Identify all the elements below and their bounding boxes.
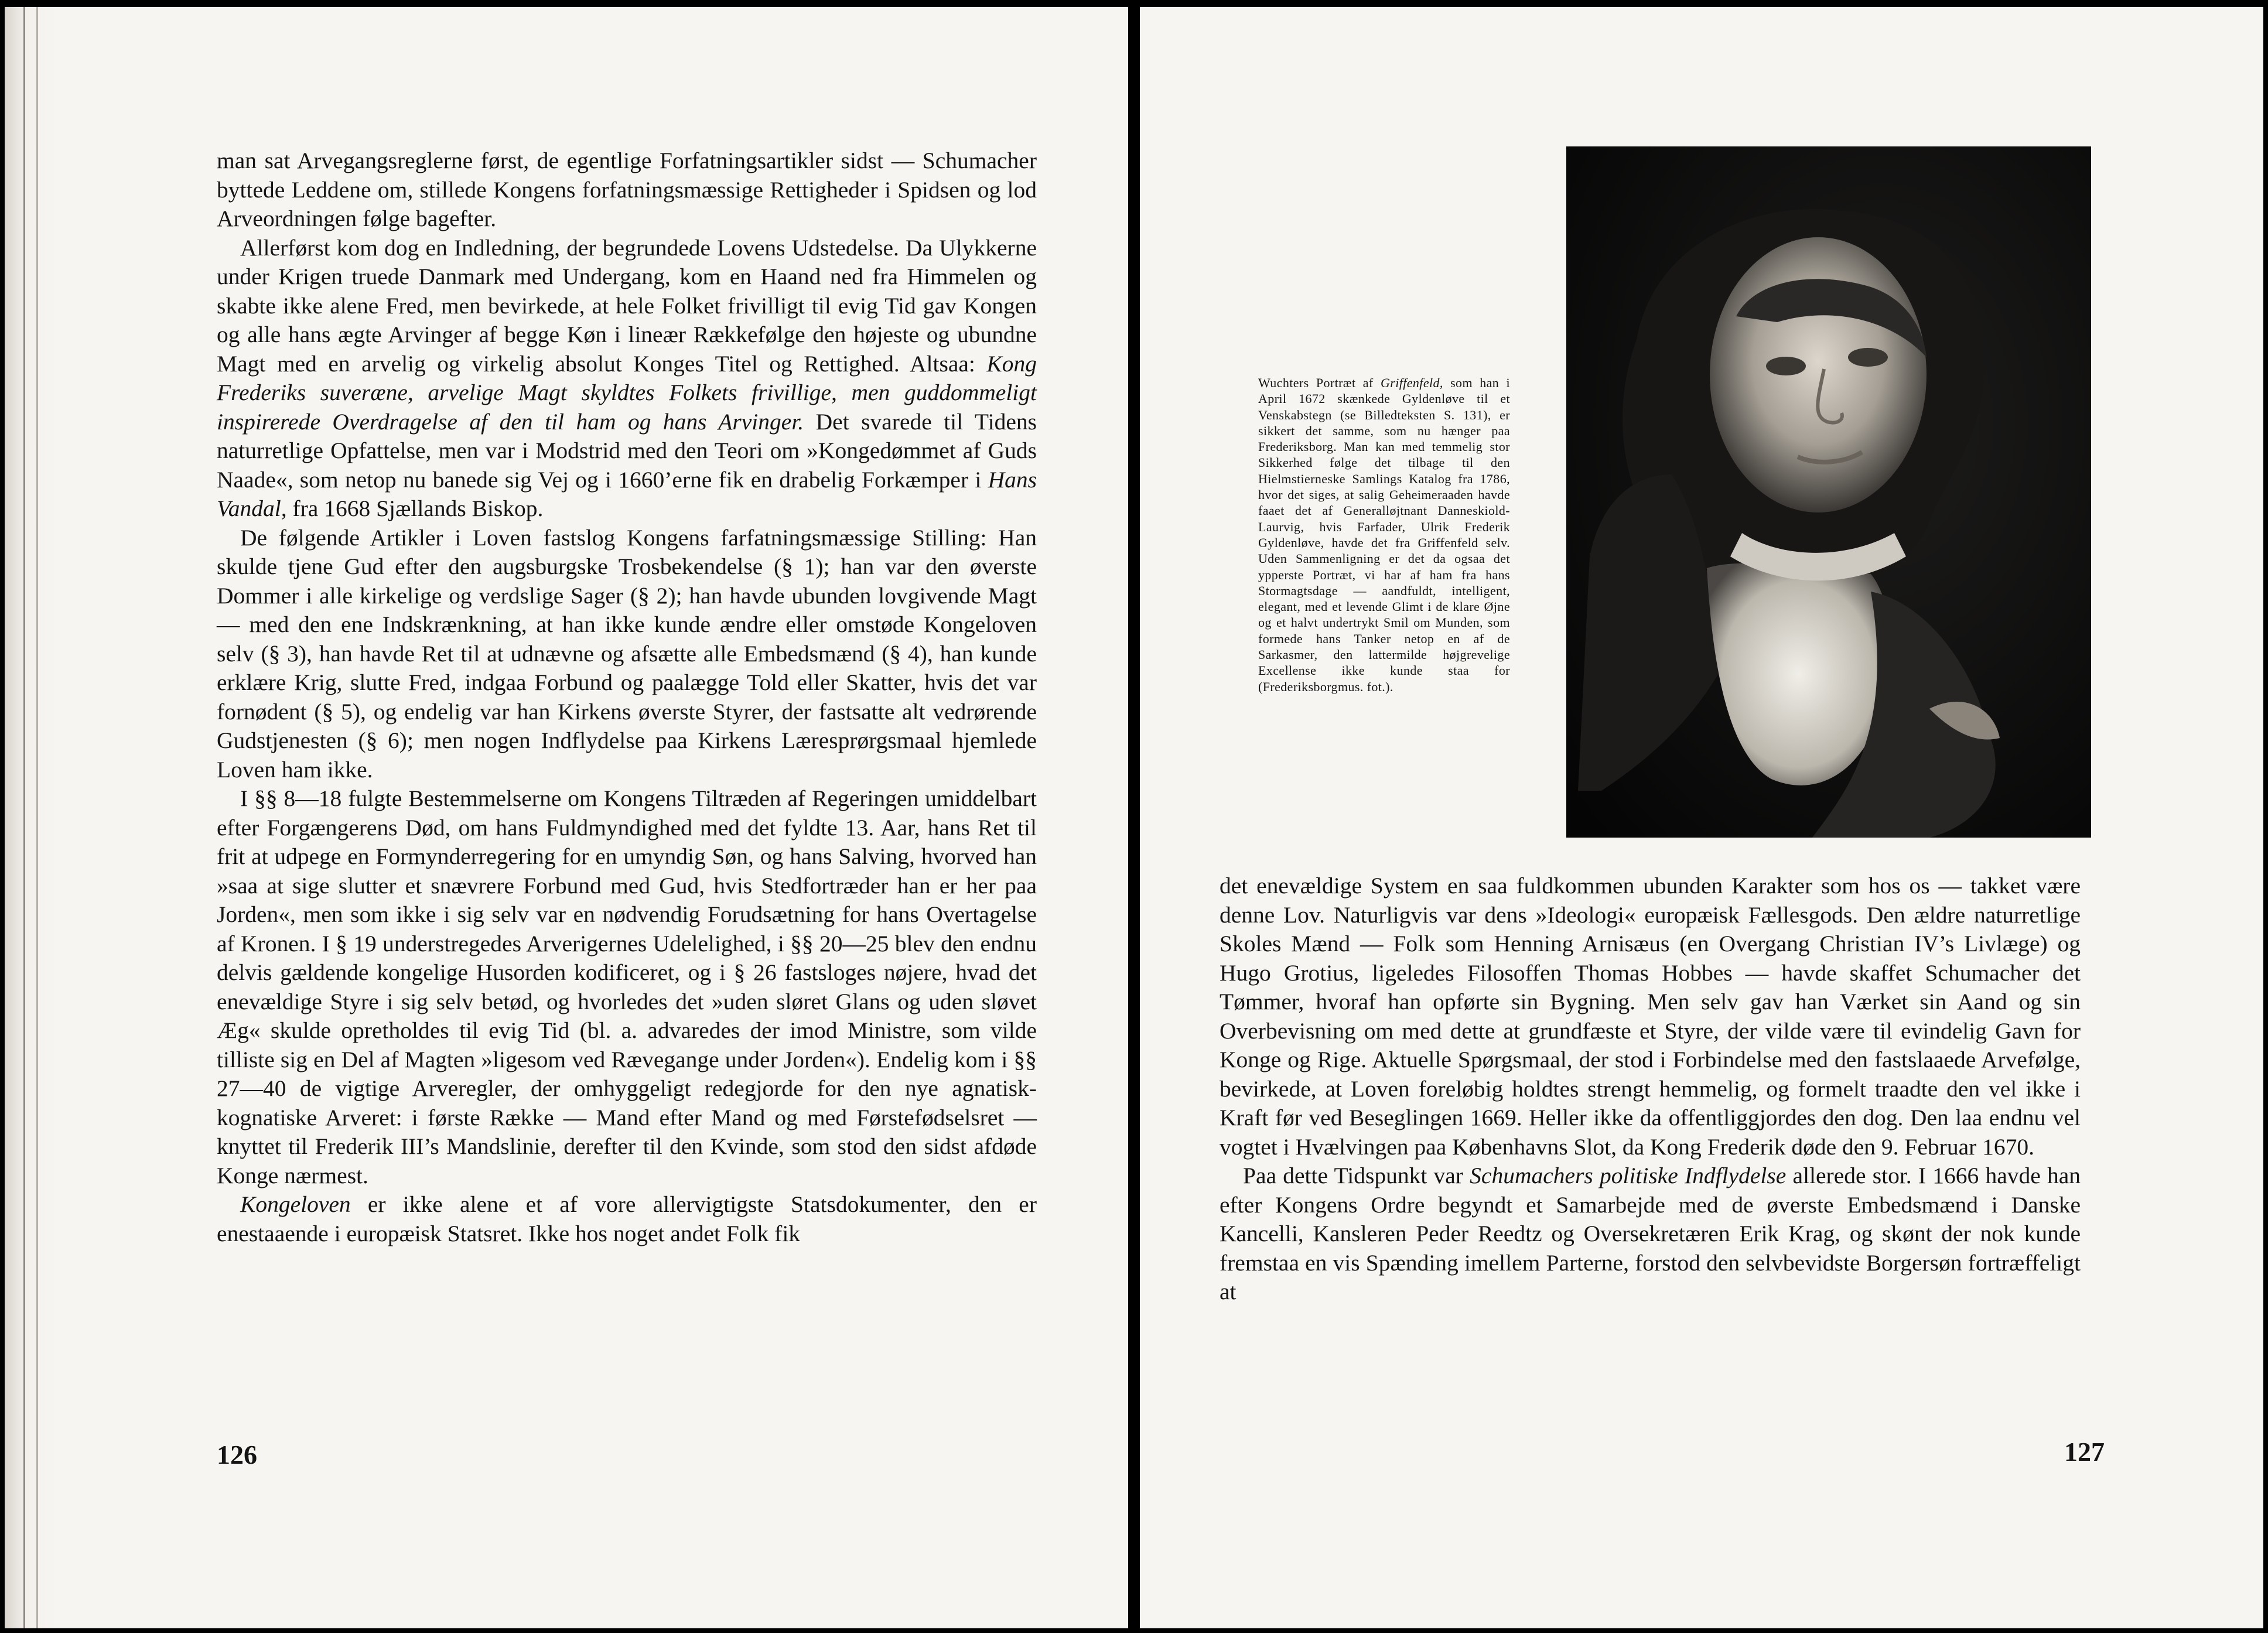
page-edge-line	[36, 7, 38, 1628]
text-run: er ikke alene et af vore allervigtigste Statsdokumenter, den er enestaaende i europæisk Statsret. Ikke hos noget andet Folk fik	[217, 1191, 1037, 1246]
text-run: allerede stor. I 1666 havde han efter Kongens Ordre begyndt et Samarbejde med de øverste Embedsmænd i Danske Kancelli, Kansleren Peder Reedtz og Oversekretæren Erik Krag, og skønt der nok kunde fremstaa en vis Spænding imellem Parterne, forstod den selvbevidste Borgersøn fortræffeligt at	[1220, 1163, 2081, 1304]
paragraph	[217, 524, 1037, 785]
griffenfeld-portrait-image	[1566, 146, 2091, 838]
italic-text-run: Kongeloven	[240, 1191, 351, 1217]
right-page	[1140, 7, 2263, 1628]
paragraph	[217, 234, 1037, 524]
page-number-right: 127	[2064, 1437, 2105, 1467]
text-run: Det svarede til Tidens naturretlige Opfattelse, men var i Modstrid med den Teori om »Kongedømmet af Guds Naade«, som netop nu banede sig Vej og i 1660’erne fik en drabelig Forkæmper i	[217, 408, 1037, 493]
text-run: De følgende Artikler i Loven fastslog Kongens farfatningsmæssige Stilling: Han skulde tjene Gud efter den augsburgske Trosbekendelse (§ 1); han var den øverste Dommer i alle kirkelige og verdslige Sager (§ 2); han havde ubunden lovgivende Magt — med den ene Indskrænkning, at han ikke kunde ændre eller omstøde Kongeloven selv (§ 3), han havde Ret til at udnævne og afsætte alle Embedsmænd (§ 4), han kunde erklære Krig, slutte Fred, indgaa Forbund og paalægge Told eller Skatter, hvis det var fornødent (§ 5), og endelig var han Kirkens øverste Styrer, der fastsatte alt vedrørende Gudstjenesten (§ 6); men nogen Indflydelse paa Kirkens Læresprørgsmaal hjemlede Loven ham ikke.	[217, 524, 1037, 783]
text-run: Wuchters Portræt af	[1258, 375, 1381, 390]
left-body-text	[217, 146, 1037, 1248]
text-run: Allerførst kom dog en Indledning, der begrundede Lovens Udstedelse. Da Ulykkerne under Krigen truede Danmark med Undergang, kom en Haand ned fra Himmelen og skabte ikke alene Fred, men bevirkede, at hele Folket frivilligt til evig Tid gav Kongen og alle hans ægte Arvinger af begge Køn i lineær Rækkefølge den højeste og ubundne Magt med en arvelig og virkelig absolut Konges Titel og Rettighed. Altsaa:	[217, 234, 1037, 377]
text-run: Paa dette Tidspunkt var	[1243, 1163, 1470, 1188]
page-number-left: 126	[217, 1440, 257, 1470]
text-run: man sat Arvegangsreglerne først, de egentlige Forfatningsartikler sidst — Schumacher byttede Leddene om, stillede Kongens forfatningsmæssige Rettigheder i Spidsen og lod Arveordningen følge bagefter.	[217, 148, 1037, 231]
portrait-caption	[1258, 375, 1510, 695]
text-run: det enevældige System en saa fuldkommen ubunden Karakter som hos os — takket være denne Lov. Naturligvis var dens »Ideologi« europæisk Fællesgods. Den ældre naturretlige Skoles Mænd — Folk som Henning Arnisæus (en Overgang Christian IV’s Livlæge) og Hugo Grotius, ligeledes Filosoffen Thomas Hobbes — havde skaffet Schumacher det Tømmer, hvoraf han opførte sin Bygning. Men selv gav han Værket sin Aand og sin Overbevisning om med dette at grundfæste et Styre, der vilde være til evindelig Gavn for Konge og Rige. Aktuelle Spørgsmaal, der stod i Forbindelse med den fastslaaede Arvefølge, bevirkede, at Loven foreløbig holdtes strengt hemmelig, og formelt traadte den vel ikke i Kraft før ved Beseglingen 1669. Heller ikke da offentliggjordes den dog. Den laa endnu vel vogtet i Hvælvingen paa Københavns Slot, da Kong Frederik døde den 9. Februar 1670.	[1220, 873, 2081, 1160]
right-body-text	[1220, 872, 2081, 1307]
book-gutter	[5, 7, 57, 1628]
paragraph	[217, 1190, 1037, 1248]
italic-text-run: Schumachers politiske Indflydelse	[1470, 1163, 1787, 1188]
text-run: som han i April 1672 skænkede Gyldenløve til et Venskabstegn (se Billedteksten S. 131), er sikkert det samme, som nu hænger paa Frederiksborg. Man kan med temmelig stor Sikkerhed følge det tilbage til den Hielmstierneske Samlings Katalog fra 1786, hvor det siges, at salig Geheimeraaden havde faaet det af Generalløjtnant Danneskiold-Laurvig, hvis Farfader, Ulrik Frederik Gyldenløve, havde det fra Griffenfeld selv. Uden Sammenligning er det da ogsaa det ypperste Portræt, vi har af ham fra hans Stormagtsdage — aandfuldt, intelligent, elegant, med et levende Glimt i de klare Øjne og et halvt undertrykt Smil om Munden, som formede hans Tanker netop en af de Sarkasmer, den lattermilde højgrevelige Excellense ikke kunde staa for (Frederiksborgmus. fot.).	[1258, 375, 1510, 694]
paragraph	[1220, 1161, 2081, 1307]
italic-text-run: Hans Vandal,	[217, 466, 1037, 521]
paragraph	[217, 146, 1037, 234]
italic-text-run: Kong Frederiks suveræne, arvelige Magt skyldtes Folkets frivillige, men guddommeligt inspirerede Overdragelse af den til ham og hans Arvinger.	[217, 350, 1037, 435]
paragraph	[1220, 872, 2081, 1161]
text-run: I §§ 8—18 fulgte Bestemmelserne om Kongens Tiltræden af Regeringen umiddelbart efter Forgængerens Død, om hans Fuldmyndighed med det fyldte 13. Aar, hans Ret til frit at udpege en Formynderregering for en umyndig Søn, og hans Salving, hvorved han »saa at sige slutter et snævrere Forbund med Gud, hvis Stedfortræder han er her paa Jorden«, men som ikke i sig selv var en nødvendig Forudsætning for hans Overtagelse af Kronen. I § 19 understregedes Arverigernes Udelelighed, i §§ 20—25 blev den endnu delvis gældende kongelige Husorden kodificeret, og i § 26 fastsloges nøjere, hvad det enevældige Styre i sig selv betød, og hvorledes det »uden sløret Glans og uden sløvet Æg« skulde opretholdes til evig Tid (bl. a. advaredes der imod Ministre, som vilde tilliste sig en Del af Magten »ligesom ved Rævegange under Jorden«). Endelig kom i §§ 27—40 de vigtige Arveregler, der omhyggeligt redegjorde for den nye agnatisk-kognatiske Arveret: i første Række — Mand efter Mand og med Førstefødselsret — knyttet til Frederik III’s Mandslinie, derefter til den Kvinde, som stod den sidst afdøde Konge nærmest.	[217, 785, 1037, 1188]
left-page	[5, 7, 1128, 1628]
page-edge-line	[23, 7, 25, 1628]
text-run: fra 1668 Sjællands Biskop.	[286, 496, 544, 521]
paragraph	[217, 784, 1037, 1190]
italic-text-run: Griffenfeld,	[1380, 375, 1443, 390]
